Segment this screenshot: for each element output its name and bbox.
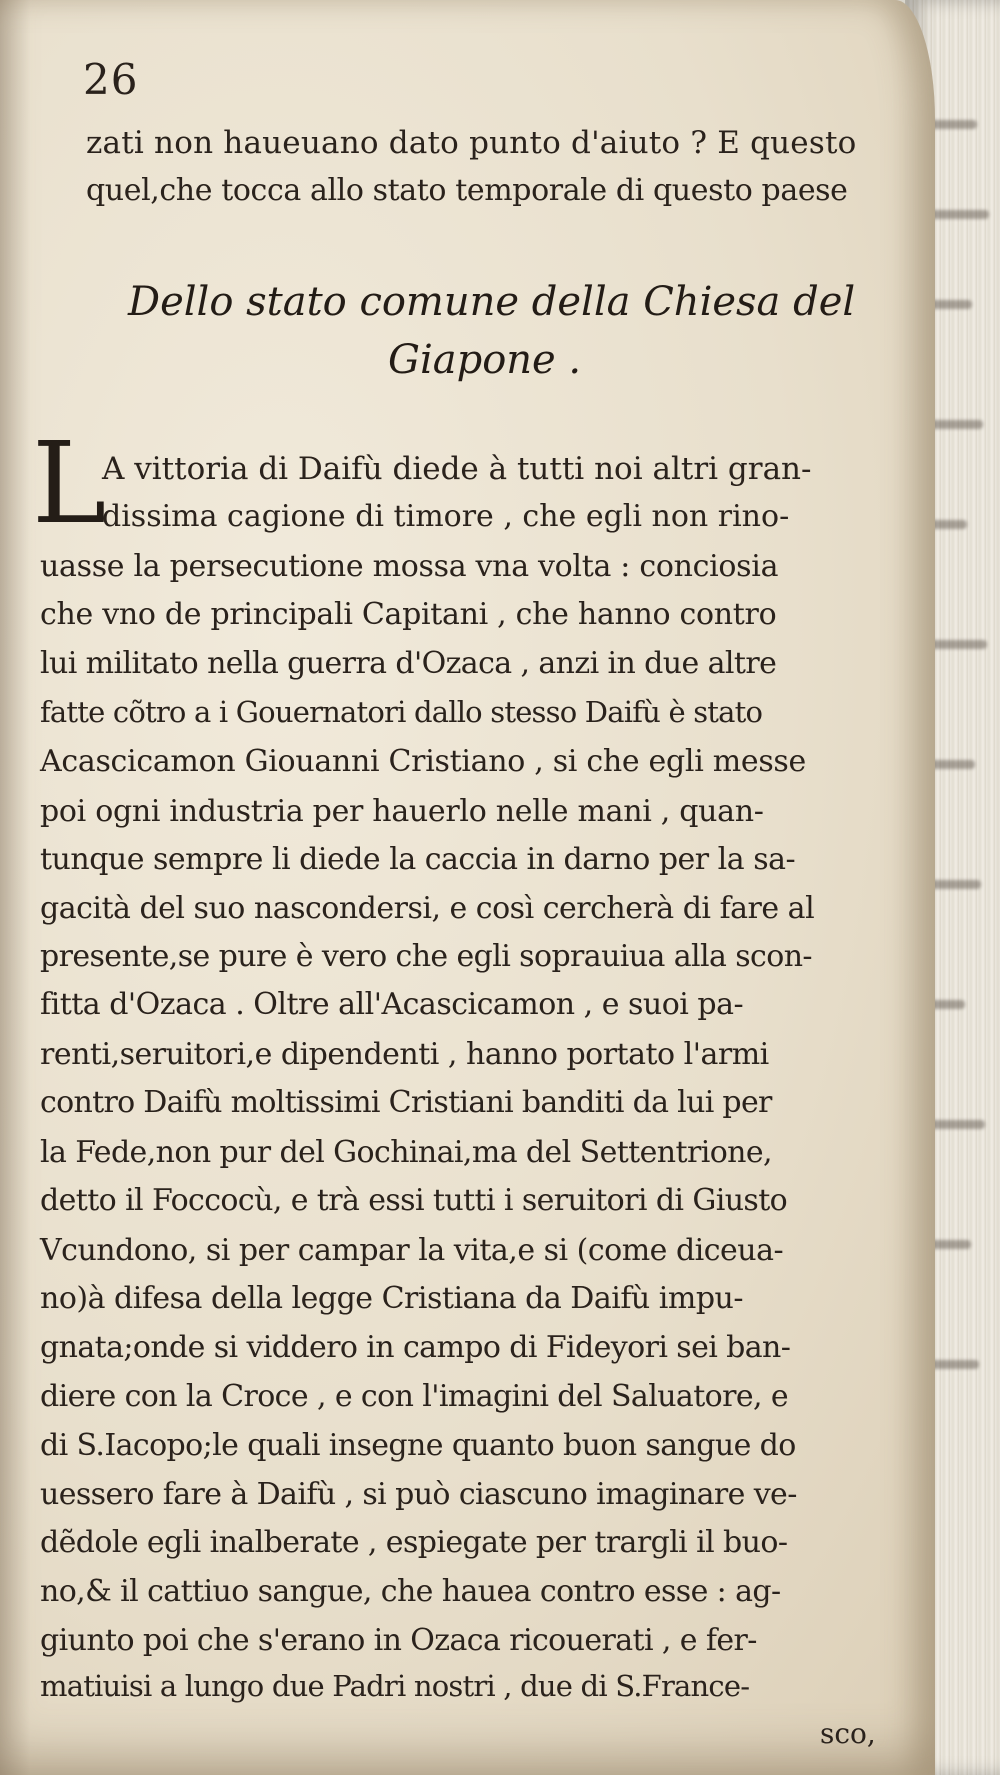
body-line: A vittoria di Daifù diede à tutti noi altri gran- [102, 451, 812, 487]
catchword: sco, [820, 1717, 876, 1750]
body-line: gnata;onde si viddero in campo di Fideyori sei ban- [40, 1330, 791, 1365]
body-line: giunto poi che s'erano in Ozaca ricouerati , e fer- [40, 1623, 757, 1658]
text-line: quel,che tocca allo stato temporale di questo paese [86, 173, 848, 208]
body-line: Acascicamon Giouanni Cristiano , si che egli messe [40, 744, 806, 779]
page-number: 26 [83, 55, 139, 104]
body-line: gacità del suo nascondersi, e così cercherà di fare al [40, 891, 815, 926]
body-line: che vno de principali Capitani , che hanno contro [40, 597, 777, 632]
body-line: poi ogni industria per hauerlo nelle mani , quan- [40, 794, 764, 829]
body-line: detto il Foccocù, e trà essi tutti i seruitori di Giusto [40, 1183, 788, 1218]
spine-shadow [0, 0, 30, 1775]
section-heading: Dello stato comune della Chiesa del [128, 279, 856, 325]
body-line: fatte cõtro a i Gouernatori dallo stesso Daifù è stato [40, 695, 763, 729]
body-line: renti,seruitori,e dipendenti , hanno portato l'armi [40, 1037, 769, 1072]
section-heading: Giapone . [388, 337, 582, 383]
drop-cap: L [32, 419, 107, 549]
body-line: fitta d'Ozaca . Oltre all'Acascicamon , e suoi pa- [40, 987, 744, 1022]
body-line: no)à difesa della legge Cristiana da Daifù impu- [40, 1281, 743, 1316]
body-line: dẽdole egli inalberate , espiegate per trargli il buo- [40, 1525, 788, 1560]
body-line: tunque sempre li diede la caccia in darno per la sa- [40, 842, 796, 877]
body-line: diere con la Croce , e con l'imagini del Saluatore, e [40, 1379, 789, 1414]
body-line: presente,se pure è vero che egli soprauiua alla scon- [40, 939, 812, 974]
body-line: di S.Iacopo;le quali insegne quanto buon sangue do [40, 1428, 796, 1463]
body-line: contro Daifù moltissimi Cristiani banditi da lui per [40, 1085, 772, 1120]
body-line: dissima cagione di timore , che egli non rino- [102, 499, 790, 534]
body-line: uasse la persecutione mossa vna volta : conciosia [40, 549, 779, 584]
body-line: la Fede,non pur del Gochinai,ma del Settentrione, [40, 1135, 772, 1170]
body-line: lui militato nella guerra d'Ozaca , anzi in due altre [40, 646, 777, 681]
body-line: uessero fare à Daifù , si può ciascuno imaginare ve- [40, 1477, 797, 1512]
body-line: matiuisi a lungo due Padri nostri , due di S.France- [40, 1669, 750, 1703]
body-line: Vcundono, si per campar la vita,e si (come diceua- [40, 1233, 784, 1268]
text-line: zati non haueuano dato punto d'aiuto ? E questo [86, 125, 857, 161]
body-line: no,& il cattiuo sangue, che hauea contro esse : ag- [40, 1574, 781, 1609]
